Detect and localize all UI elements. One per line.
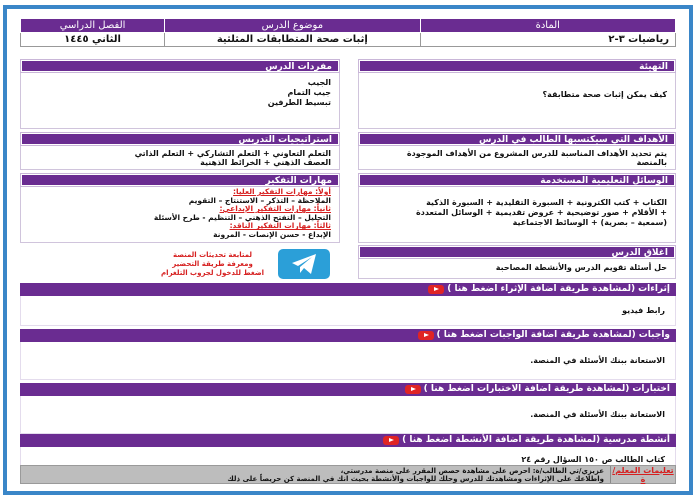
telegram-icon[interactable]	[278, 249, 330, 279]
homework-header	[20, 329, 676, 342]
term-label: الفصل الدراسي	[21, 19, 165, 33]
intro-section	[358, 59, 676, 129]
activities-header	[20, 434, 676, 447]
intro-title: التهيئة	[359, 60, 675, 72]
closing-section	[358, 245, 676, 279]
youtube-icon[interactable]	[428, 285, 444, 294]
media-title: الوسائل التعليمية المستخدمة	[359, 174, 675, 186]
homework-title: واجبات	[638, 330, 670, 340]
telegram-promo[interactable]	[80, 248, 330, 280]
media-line-3: (سمعية – بصرية) + الوسائط الاجتماعية	[512, 218, 667, 227]
enrich-header	[20, 283, 676, 296]
thinking-text-2: التحليل – التفتح الذهني – التنظيم - طرح الأسئلة	[153, 212, 331, 222]
telegram-line-3[interactable]: اضغط للدخول لجروب التلغرام	[161, 268, 264, 277]
thinking-text-3: الإبداع - حسن الإنصات - المرونة	[213, 229, 331, 239]
enrich-title: إثراءات	[638, 284, 670, 294]
media-section	[358, 173, 676, 243]
strategies-section	[20, 132, 340, 170]
goals-section	[358, 132, 676, 170]
telegram-line-2[interactable]: ومعرفة طريقة التحضير	[172, 259, 253, 268]
thinking-section	[20, 173, 340, 243]
teacher-instructions-label: تعليمات المعلم/ة	[610, 466, 675, 483]
homework-link[interactable]: (لمشاهدة طريقة اضافة الواجبات اضغط هنا )	[436, 330, 636, 340]
activities-title: أنشطة مدرسية	[603, 435, 670, 445]
topic-label: موضوع الدرس	[165, 19, 420, 33]
vocab-item: جيب التمام	[287, 88, 331, 97]
topic-value: إثبات صحة المتطابقات المثلثية	[165, 33, 420, 47]
youtube-icon[interactable]	[383, 436, 399, 445]
tests-title: اختبارات	[632, 384, 670, 394]
media-line-2: + الأقلام + صور توضيحية + عروض تقديمية + الوسائل المتعددة	[416, 208, 667, 217]
thinking-text-1: الملاحظة – التذكر – الاستنتاج – التقويم	[188, 195, 331, 205]
lesson-info-table	[20, 18, 676, 47]
youtube-icon[interactable]	[405, 385, 421, 394]
enrich-text: رابط فيديو	[20, 296, 676, 326]
goals-line-2: بالمنصة	[636, 158, 667, 167]
teacher-instructions-bar	[20, 465, 676, 484]
vocab-title: مفردات الدرس	[21, 60, 339, 72]
tests-text: الاستعانة ببنك الأسئلة في المنصة.	[20, 396, 676, 434]
goals-title: الأهداف التي سيكتسبها الطالب في الدرس	[359, 133, 675, 145]
intro-text: كيف يمكن إثبات صحة متطابقة؟	[542, 90, 667, 99]
vocab-item: تبسيط الطرفين	[267, 98, 331, 107]
vocab-section	[20, 59, 340, 129]
strategies-line-2: العصف الذهني + الخرائط الذهنية	[200, 158, 331, 167]
subject-value: رياضيات ٣-٢	[420, 33, 675, 47]
term-value: الثاني ١٤٤٥	[21, 33, 165, 47]
tests-link[interactable]: (لمشاهدة طريقة اضافة الاختبارات اضغط هنا )	[423, 384, 630, 394]
thinking-heading-2: ثانياً: مهارات التفكير الإبداعي:	[219, 204, 331, 214]
youtube-icon[interactable]	[418, 331, 434, 340]
subject-label: المادة	[420, 19, 675, 33]
closing-text: حل أسئلة تقويم الدرس والأنشطة المصاحبة	[495, 263, 667, 272]
homework-text: الاستعانة ببنك الأسئلة في المنصة.	[20, 342, 676, 380]
activities-text: كتاب الطالب ص ١٥٠ السؤال رقم ٢٤	[20, 447, 676, 473]
closing-title: اغلاق الدرس	[359, 246, 675, 258]
thinking-heading-3: ثالثاً: مهارات التفكير الناقد:	[229, 221, 331, 231]
tests-header	[20, 383, 676, 396]
activities-link[interactable]: (لمشاهدة طريقة اضافة الأنشطة اضغط هنا )	[402, 435, 601, 445]
telegram-line-1[interactable]: لمتابعة تحديثات المنصة	[172, 250, 253, 259]
instructions-line-1: عزيزي/تي الطالب/ة: احرص على مشاهدة حصص المقرر على منصة مدرستي،	[340, 466, 604, 475]
lesson-plan-page	[3, 5, 693, 495]
goals-line-1: يتم تحديد الأهداف المناسبة للدرس المشروع من الأهداف الموجودة	[406, 149, 667, 158]
strategies-line-1: التعلم التعاوني + التعلم التشاركي + التعلم الذاتي	[134, 149, 331, 158]
enrich-link[interactable]: (لمشاهدة طريقة اضافة الإثراء اضغط هنا )	[447, 284, 636, 294]
strategies-title: استراتيجيات التدريس	[21, 133, 339, 145]
thinking-title: مهارات التفكير	[21, 174, 339, 186]
thinking-heading-1: أولاً: مهارات التفكير العليا:	[233, 187, 331, 196]
vocab-item: الجيب	[307, 78, 331, 87]
instructions-line-2: واطلاعك على الإثراءات ومشاهدتك للدرس وحلك للواجبات والأنشطة بحيث انك في المنصة كن حريصاً على ذلك	[227, 474, 604, 483]
media-line-1: الكتاب + كتب الكترونية + السبورة التقليدية + السبورة الذكية	[426, 198, 667, 207]
